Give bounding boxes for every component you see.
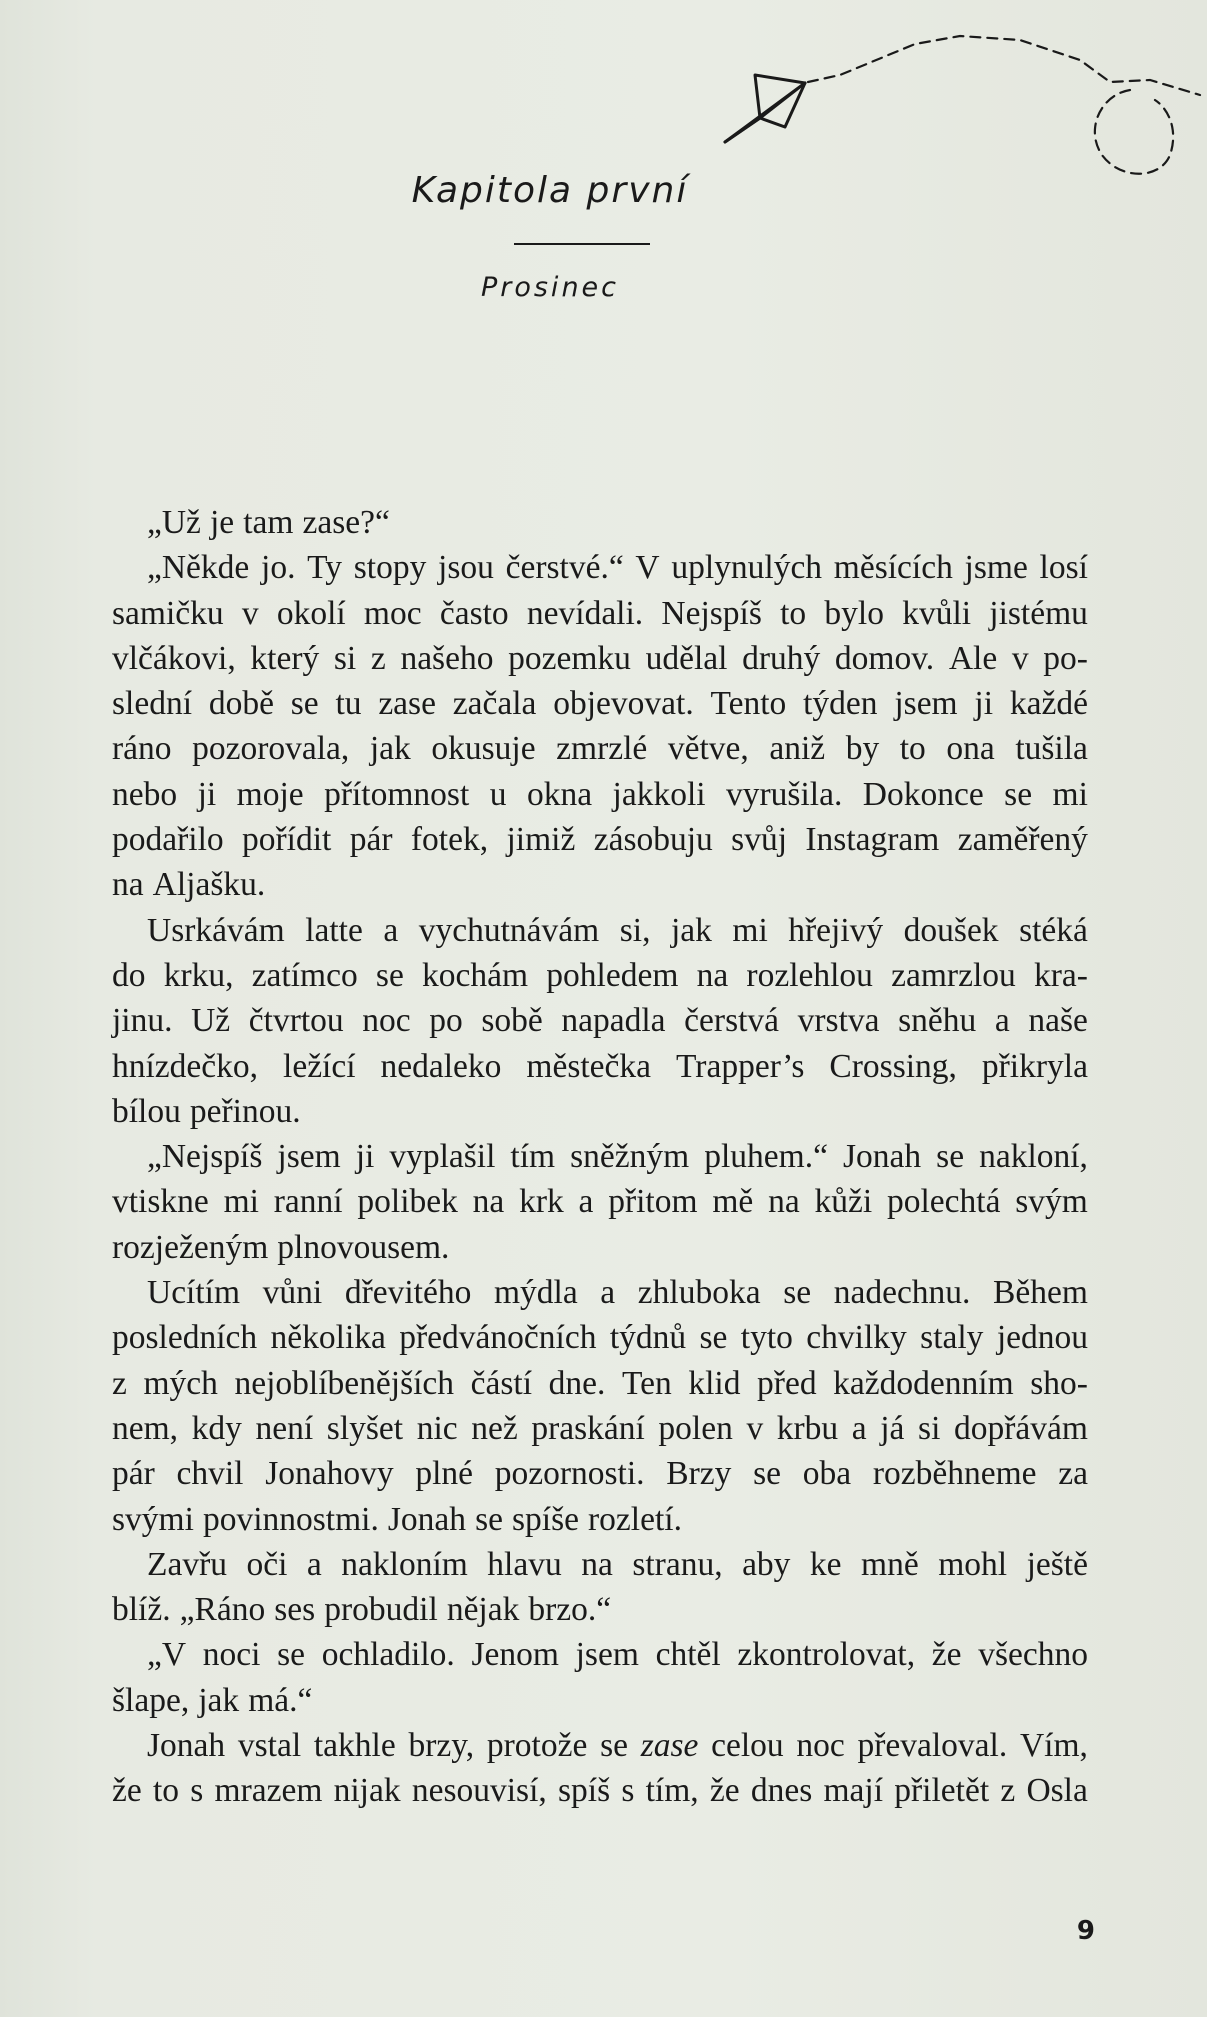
text-line: samičku v okolí moc často nevídali. Nejspíš to bylo kvůli jistému bbox=[112, 594, 1088, 632]
text-line: podařilo pořídit pár fotek, jimiž zásobuju svůj Instagram zaměřený bbox=[112, 821, 1088, 859]
text-line: na Aljašku. bbox=[112, 866, 266, 904]
text-line: Usrkávám latte a vychutnávám si, jak mi hřejivý doušek stéká bbox=[147, 911, 1088, 949]
text-line: bílou peřinou. bbox=[112, 1092, 301, 1130]
text-line: Jonah vstal takhle brzy, protože se zase celou noc převaloval. Vím, bbox=[147, 1727, 1088, 1765]
text-line: že to s mrazem nijak nesouvisí, spíš s tím, že dnes mají přiletět z Osla bbox=[112, 1772, 1088, 1810]
text-line: pár chvil Jonahovy plné pozornosti. Brzy se oba rozběhneme za bbox=[112, 1455, 1088, 1493]
text-line: posledních několika předvánočních týdnů se tyto chvilky staly jednou bbox=[112, 1319, 1088, 1357]
text-line: z mých nejoblíbenějších částí dne. Ten klid před každodenním sho- bbox=[112, 1364, 1088, 1402]
text-line: šlape, jak má.“ bbox=[112, 1681, 313, 1719]
text-line: vtiskne mi ranní polibek na krk a přitom mě na kůži polechtá svým bbox=[112, 1183, 1088, 1221]
chapter-title: Kapitola první bbox=[411, 170, 689, 211]
text-line: ráno pozorovala, jak okusuje zmrzlé větve, aniž by to ona tušila bbox=[112, 730, 1088, 768]
text-line: nebo ji moje přítomnost u okna jakkoli vyrušila. Dokonce se mi bbox=[112, 775, 1088, 813]
text-line: „Nejspíš jsem ji vyplašil tím sněžným pluhem.“ Jonah se nakloní, bbox=[147, 1138, 1088, 1176]
body-text bbox=[112, 500, 1088, 1814]
text-line: „Někde jo. Ty stopy jsou čerstvé.“ V uplynulých měsících jsme losí bbox=[147, 549, 1088, 587]
text-line: Zavřu oči a nakloním hlavu na stranu, aby ke mně mohl ještě bbox=[147, 1545, 1088, 1583]
chapter-subtitle: Prosinec bbox=[480, 272, 620, 303]
text-line: Ucítím vůni dřevitého mýdla a zhluboka se nadechnu. Během bbox=[147, 1274, 1088, 1312]
text-line: „Už je tam zase?“ bbox=[147, 504, 390, 541]
text-line: rozježeným plnovousem. bbox=[112, 1228, 450, 1266]
text-line: do krku, zatímco se kochám pohledem na rozlehlou zamrzlou kra- bbox=[112, 956, 1088, 994]
text-line: svými povinnostmi. Jonah se spíše rozletí. bbox=[112, 1500, 682, 1538]
text-line: vlčákovi, který si z našeho pozemku udělal druhý domov. Ale v po- bbox=[112, 639, 1088, 677]
text-line: jinu. Už čtvrtou noc po sobě napadla čerstvá vrstva sněhu a naše bbox=[112, 1002, 1088, 1040]
text-line: slední době se tu zase začala objevovat. Tento týden jsem ji každé bbox=[112, 685, 1088, 723]
title-divider bbox=[514, 243, 650, 245]
page-number: 9 bbox=[1076, 1916, 1095, 1946]
text-line: nem, kdy není slyšet nic než praskání polen v krbu a já si dopřávám bbox=[112, 1409, 1088, 1447]
text-line: blíž. „Ráno ses probudil nějak brzo.“ bbox=[112, 1591, 612, 1629]
text-line: hnízdečko, ležící nedaleko městečka Trapper’s Crossing, přikryla bbox=[112, 1047, 1088, 1085]
text-line: „V noci se ochladilo. Jenom jsem chtěl zkontrolovat, že všechno bbox=[147, 1636, 1088, 1674]
